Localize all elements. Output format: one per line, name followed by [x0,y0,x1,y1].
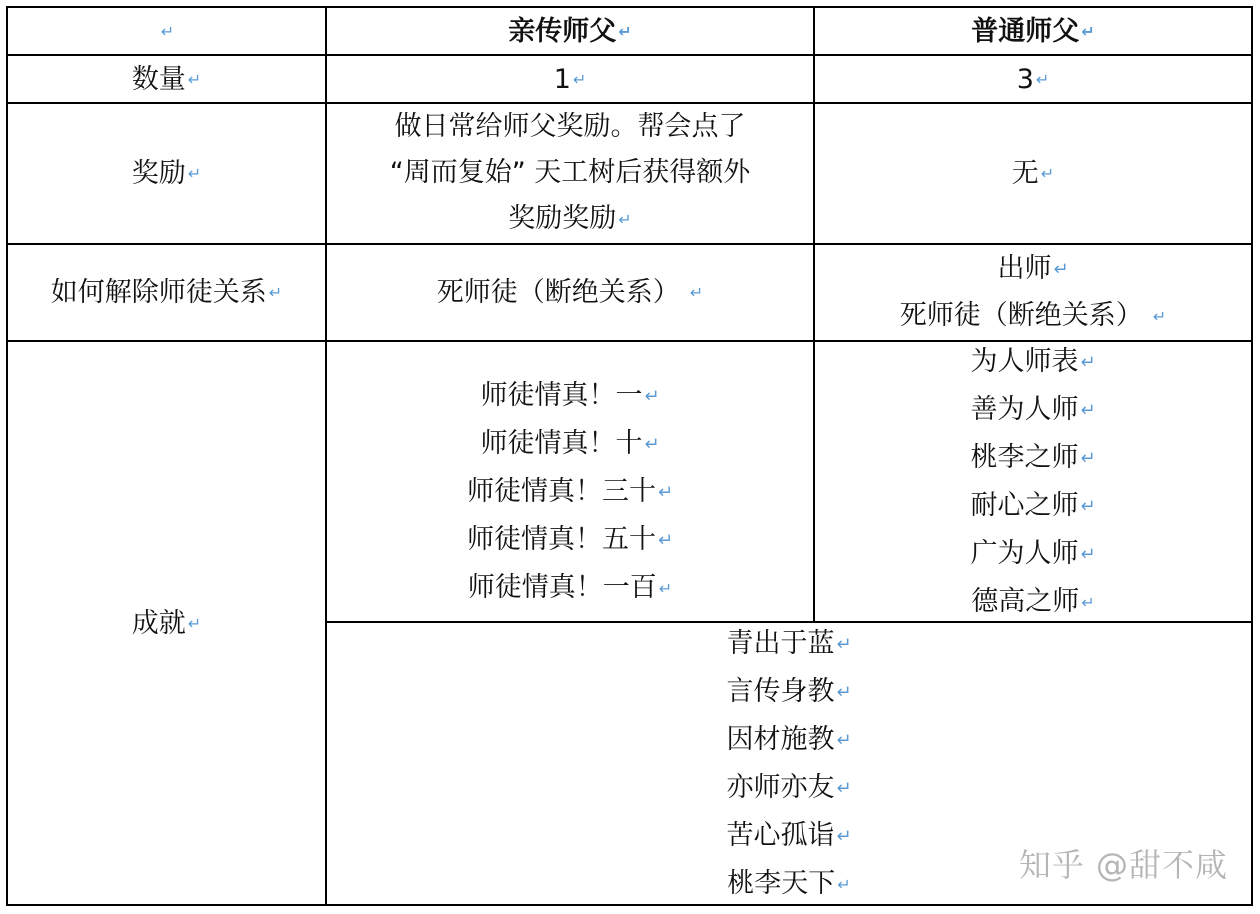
line-break-mark-icon: ↵ [644,385,660,407]
paragraph-mark-icon: ↵ [187,613,202,633]
list-item: 善为人师 ↵ [970,393,1096,425]
dissolve-line: 出师 [997,252,1052,284]
paragraph-mark-icon: ↵ [572,69,587,89]
table-border-right [1251,6,1253,906]
paragraph-mark-icon: ↵ [689,283,704,302]
list-item: 亦师亦友 ↵ [726,771,852,803]
dissolve-col1-value: 死师徒（断绝关系） [436,277,680,308]
list-item: 桃李之师 ↵ [970,441,1096,473]
list-item: 青出于蓝 ↵ [726,627,852,659]
paragraph-mark-icon: ↵ [268,283,283,302]
count-col2-cell [815,56,1251,102]
paragraph-mark-icon: ↵ [187,69,202,89]
paragraph-mark-icon: ↵ [618,21,632,41]
list-item: 言传身教 ↵ [726,675,852,707]
reward-col2-value: 无 [1011,158,1039,189]
list-item: 广为人师 ↵ [970,537,1096,569]
line-break-mark-icon: ↵ [836,777,852,799]
list-item: 师徒情真！一百 ↵ [467,571,673,603]
line-break-mark-icon: ↵ [836,729,852,751]
count-col1-value: 1 [553,63,571,95]
header-col2-text: 普通师父 [971,15,1080,47]
line-break-mark-icon: ↵ [1080,351,1096,373]
achievement-col2-cell [815,342,1251,621]
reward-line: 做日常给师父奖励。帮会点了 [394,111,746,142]
list-item: 师徒情真！三十 ↵ [466,475,674,507]
dissolve-col2-cell [815,245,1251,340]
list-item: 师徒情真！一 ↵ [480,379,660,411]
paragraph-mark-icon: ↵ [837,874,851,894]
count-col2-value: 3 [1016,63,1034,95]
row-label-reward [8,104,325,243]
list-item: 为人师表 ↵ [970,345,1096,377]
line-break-mark-icon: ↵ [657,529,674,551]
paragraph-mark-icon: ↵ [1152,306,1167,326]
header-col1-cell [327,8,813,54]
header-empty-cell [8,8,325,54]
reward-col1-cell [327,104,813,243]
line-break-mark-icon: ↵ [657,481,674,503]
header-col1-text: 亲传师父 [508,15,617,47]
paragraph-mark-icon: ↵ [1035,69,1050,89]
line-break-mark-icon: ↵ [836,825,852,847]
row-label-text: 如何解除师徒关系 [50,277,267,308]
reward-col2-cell [815,104,1251,243]
list-item: 德高之师 ↵ [971,585,1095,617]
line-break-mark-icon: ↵ [836,681,852,703]
row-label-text: 数量 [131,63,186,95]
paragraph-mark-icon: ↵ [187,164,202,183]
row-label-dissolve [8,245,325,340]
list-item: 桃李天下 ↵ [727,867,851,899]
line-break-mark-icon: ↵ [1080,543,1096,565]
row-label-text: 成就 [131,607,186,639]
line-break-mark-icon: ↵ [1080,495,1096,517]
paragraph-mark-icon: ↵ [1040,164,1055,183]
table-border-bottom [6,904,1253,906]
list-item: 师徒情真！十 ↵ [480,427,660,459]
count-col1-cell [327,56,813,102]
achievement-col1-cell [327,342,813,621]
reward-line: 奖励奖励 [508,203,617,234]
list-item: 因材施教 ↵ [726,723,852,755]
paragraph-mark-icon: ↵ [160,21,175,41]
paragraph-mark-icon: ↵ [618,210,632,229]
list-item: 师徒情真！五十 ↵ [466,523,674,555]
paragraph-mark-icon: ↵ [658,578,673,598]
list-item: 苦心孤诣 ↵ [726,819,852,851]
row-label-count [8,56,325,102]
row-label-text: 奖励 [131,158,186,189]
header-col2-cell [815,8,1251,54]
dissolve-col1-cell [327,245,813,340]
line-break-mark-icon: ↵ [1053,258,1069,280]
paragraph-mark-icon: ↵ [1081,592,1095,612]
paragraph-mark-icon: ↵ [1081,21,1095,41]
reward-line: “周而复始” 天工树后获得额外 [389,157,751,188]
line-break-mark-icon: ↵ [644,433,660,455]
line-break-mark-icon: ↵ [1080,399,1096,421]
list-item: 耐心之师 ↵ [970,489,1096,521]
dissolve-line: 死师徒（断绝关系） [899,299,1143,331]
line-break-mark-icon: ↵ [1080,447,1096,469]
line-break-mark-icon: ↵ [836,633,852,655]
row-label-achievement [8,342,325,904]
watermark: 知乎 @甜不咸 [1018,846,1228,884]
